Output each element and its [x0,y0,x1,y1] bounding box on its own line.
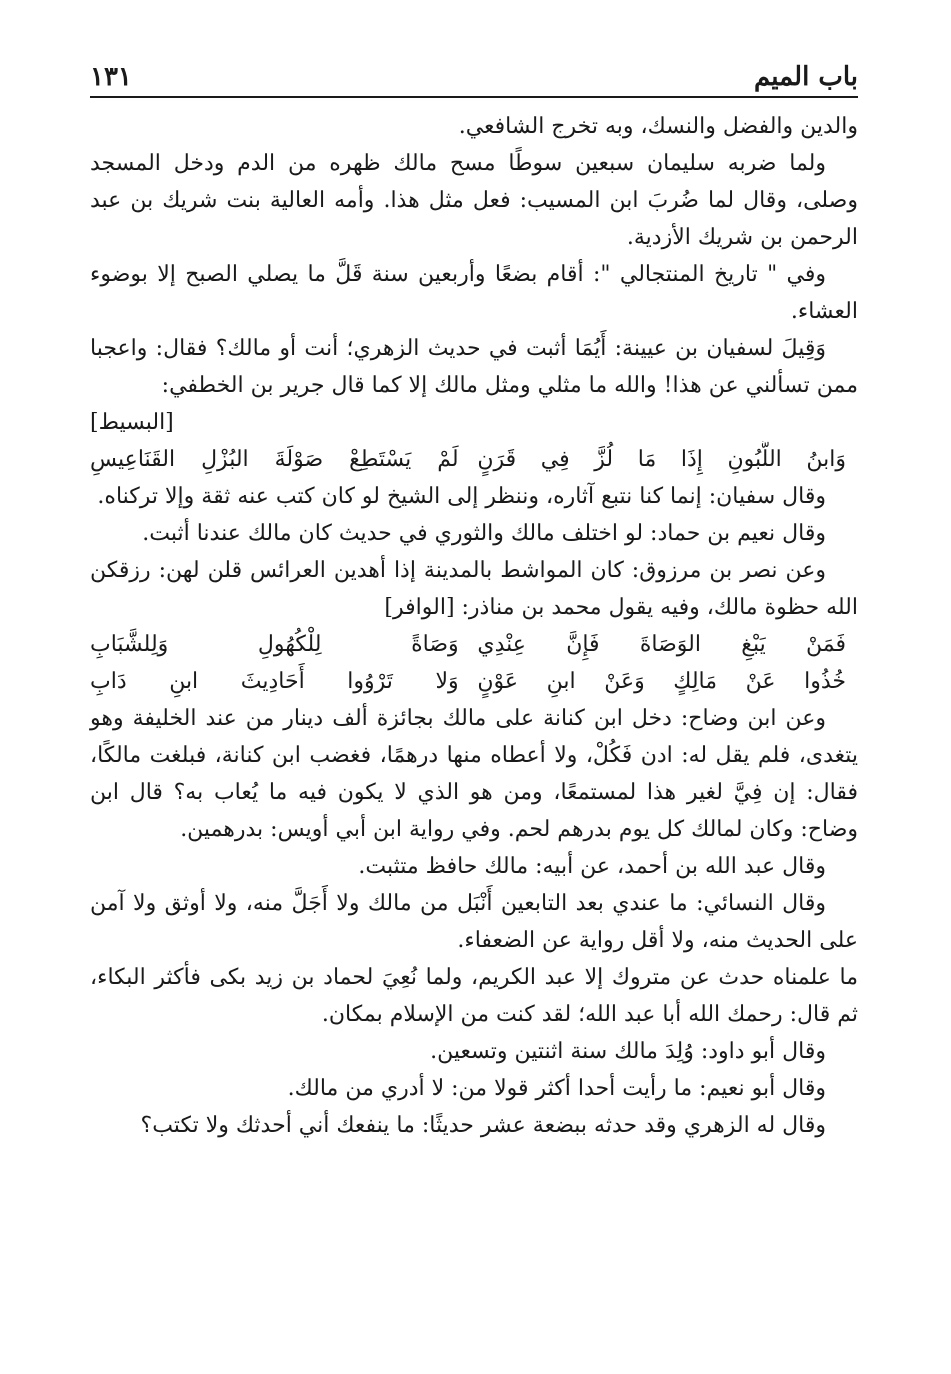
paragraph: وعن نصر بن مرزوق: كان المواشط بالمدينة إذا أهدين العرائس قلن لهن: رزقكن الله حظوة مالك، وفيه يقول محمد بن مناذر: [الوافر] [90,558,858,620]
verse-second-hemistich: وَصَاةً لِلْكُهُولِ وَلِلشَّبَابِ [90,632,459,657]
paragraph: ولما ضربه سليمان سبعين سوطًا مسح مالك ظهره من الدم ودخل المسجد وصلى، وقال لما ضُربَ ابن المسيب: فعل مثل هذا. وأمه العالية بنت شريك بن عبد الرحمن بن شريك الأزدية. [90,151,858,250]
verse-line [90,663,858,700]
verse-line [90,626,858,663]
paragraph: وقال سفيان: إنما كنا نتبع آثاره، وننظر إلى الشيخ لو كان كتب عنه ثقة وإلا تركناه. [97,484,826,509]
chapter-title: باب الميم [753,62,858,92]
paragraph: والدين والفضل والنسك، وبه تخرج الشافعي. [458,114,858,139]
verse-first-hemistich: خُذُوا عَنْ مَالِكٍ وَعَنْ ابنِ عَوْنٍ [477,669,846,694]
book-page [90,52,858,1144]
paragraph: وقال عبد الله بن أحمد، عن أبيه: مالك حافظ متثبت. [358,854,826,879]
verse-second-hemistich: وَلا تَرْوُوا أَحَادِيثَ ابنِ دَابِ [90,669,459,694]
poetic-meter-label: [البسيط] [90,410,174,435]
page-body [90,108,858,1144]
verse-first-hemistich: فَمَنْ يَبْغِ الوَصَاةَ فَإِنَّ عِنْدِي [477,632,846,657]
paragraph: وقال له الزهري وقد حدثه ببضعة عشر حديثًا: ما ينفعك أني أحدثك ولا تكتب؟ [140,1113,826,1138]
verse-line [90,441,858,478]
paragraph: وقال نعيم بن حماد: لو اختلف مالك والثوري في حديث كان مالك عندنا أثبت. [142,521,826,546]
verse-second-hemistich: لَمْ يَسْتَطِعْ صَوْلَةَ البُزْلِ القَنَاعِيسِ [90,447,459,472]
paragraph: وعن ابن وضاح: دخل ابن كنانة على مالك بجائزة ألف دينار من عند الخليفة وهو يتغدى، فلم يقل له: ادن فَكُلْ، ولا أعطاه منها درهمًا، فغضب ابن كنانة، فبلغت مالكًا، فقال: إن فِيَّ لغير هذا لمستمعًا، ومن هو الذي لا يكون فيه ما يُعاب به؟ قال ابن وضاح: وكان لمالك كل يوم بدرهم لحم. وفي رواية ابن أبي أويس: بدرهمين. [90,706,859,842]
paragraph: وفي " تاريخ المنتجالي ": أقام بضعًا وأربعين سنة قَلَّ ما يصلي الصبح إلا بوضوء العشاء. [90,262,858,324]
paragraph: وقال أبو داود: وُلِدَ مالك سنة اثنتين وتسعين. [430,1039,826,1064]
paragraph: وقال النسائي: ما عندي بعد التابعين أَنْبَل من مالك ولا أَجَلَّ منه، ولا أوثق ولا آمن على الحديث منه، ولا أقل رواية عن الضعفاء. [90,891,858,953]
verse-first-hemistich: وَابنُ اللَّبُونِ إِذَا مَا لُزَّ فِي قَرَنٍ [477,447,846,472]
page-number: ١٣١ [90,62,132,92]
paragraph: وَقِيلَ لسفيان بن عيينة: أَيُمَا أثبت في حديث الزهري؛ أنت أو مالك؟ فقال: واعجبا ممن تسألني عن هذا! والله ما مثلي ومثل مالك إلا كما قال جرير بن الخطفي: [90,336,858,398]
running-header [90,52,858,98]
paragraph: وقال أبو نعيم: ما رأيت أحدا أكثر قولا من: لا أدري من مالك. [287,1076,826,1101]
paragraph: ما علمناه حدث عن متروك إلا عبد الكريم، ولما نُعِيَ لحماد بن زيد بكى فأكثر البكاء، ثم قال: رحمك الله أبا عبد الله؛ لقد كنت من الإسلام بمكان. [90,965,858,1027]
